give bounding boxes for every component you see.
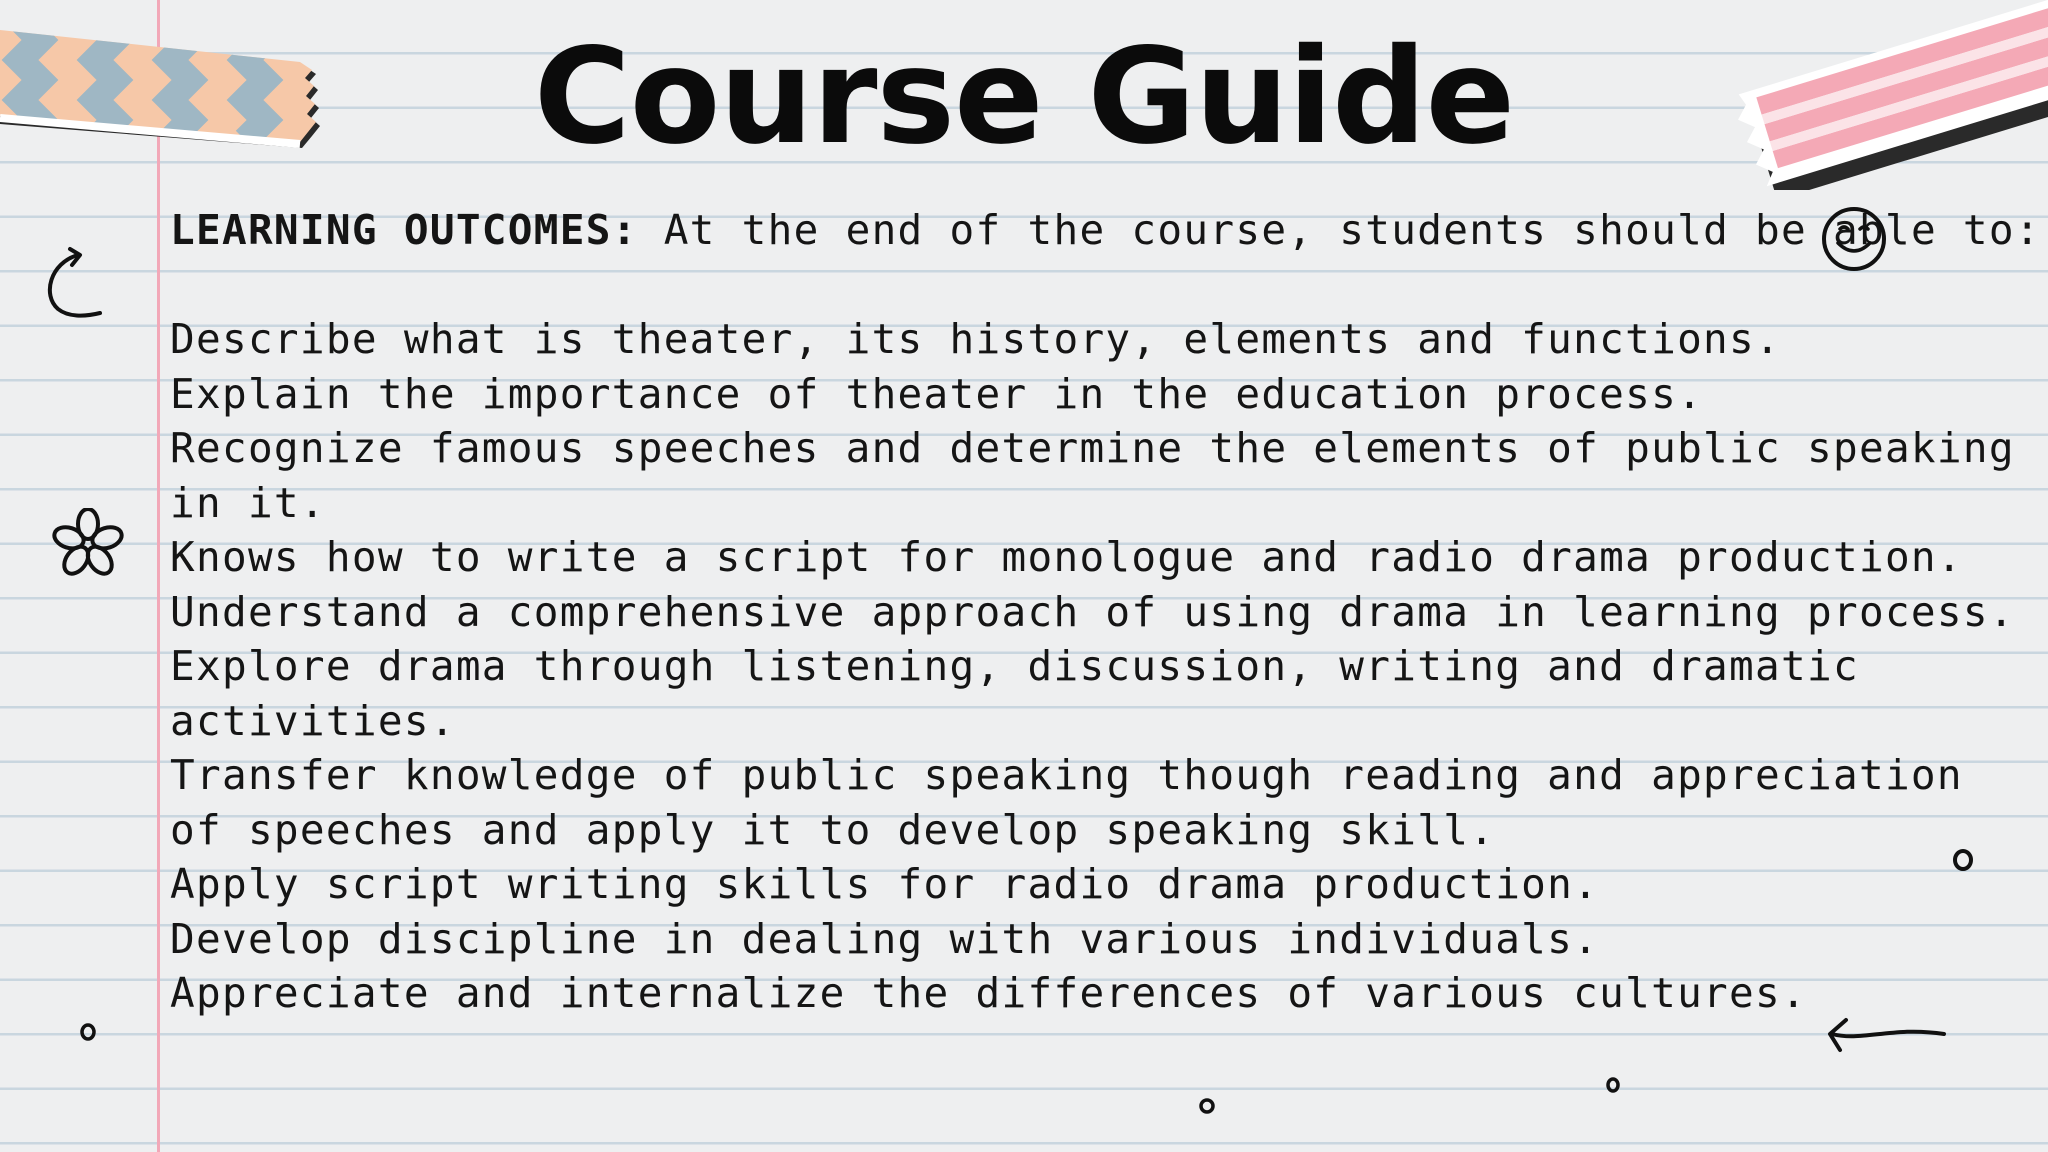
outcome-item: Understand a comprehensive approach of using drama in learning process. bbox=[170, 587, 2015, 636]
learning-outcomes-intro: At the end of the course, students should be able to: bbox=[663, 206, 2041, 254]
curved-arrow-icon bbox=[40, 245, 110, 325]
outcome-item: Knows how to write a script for monologue and radio drama production. bbox=[170, 533, 1963, 581]
outcome-item: Appreciate and internalize the differences of various cultures. bbox=[170, 969, 1807, 1017]
learning-outcomes-label: LEARNING OUTCOMES: bbox=[170, 206, 638, 254]
arrow-left-icon bbox=[1822, 1012, 1952, 1062]
smiley-icon bbox=[1818, 203, 1890, 275]
circle-doodle-icon bbox=[1197, 1096, 1217, 1116]
outcome-item: Transfer knowledge of public speaking though reading and appreciation of speeches and apply it to develop speaking skill. bbox=[170, 751, 1963, 854]
circle-doodle-icon bbox=[78, 1021, 98, 1043]
circle-doodle-icon bbox=[1604, 1075, 1622, 1095]
outcome-item: Explore drama through listening, discussion, writing and dramatic activities. bbox=[170, 642, 1859, 745]
page-title: Course Guide bbox=[533, 20, 1515, 174]
learning-outcomes-heading bbox=[170, 203, 2041, 258]
learning-outcomes-section bbox=[170, 203, 2041, 1021]
circle-doodle-icon bbox=[1951, 847, 1975, 873]
outcomes-list bbox=[170, 312, 2030, 1021]
flower-icon bbox=[52, 508, 124, 580]
outcome-item: Describe what is theater, its history, elements and functions. bbox=[170, 315, 1782, 363]
outcome-item: Develop discipline in dealing with various individuals. bbox=[170, 914, 1600, 963]
outcome-item: Recognize famous speeches and determine the elements of public speaking in it. bbox=[170, 424, 2015, 527]
outcome-item: Explain the importance of theater in the education process. bbox=[170, 369, 1704, 418]
outcome-item: Apply script writing skills for radio drama production. bbox=[170, 860, 1600, 908]
